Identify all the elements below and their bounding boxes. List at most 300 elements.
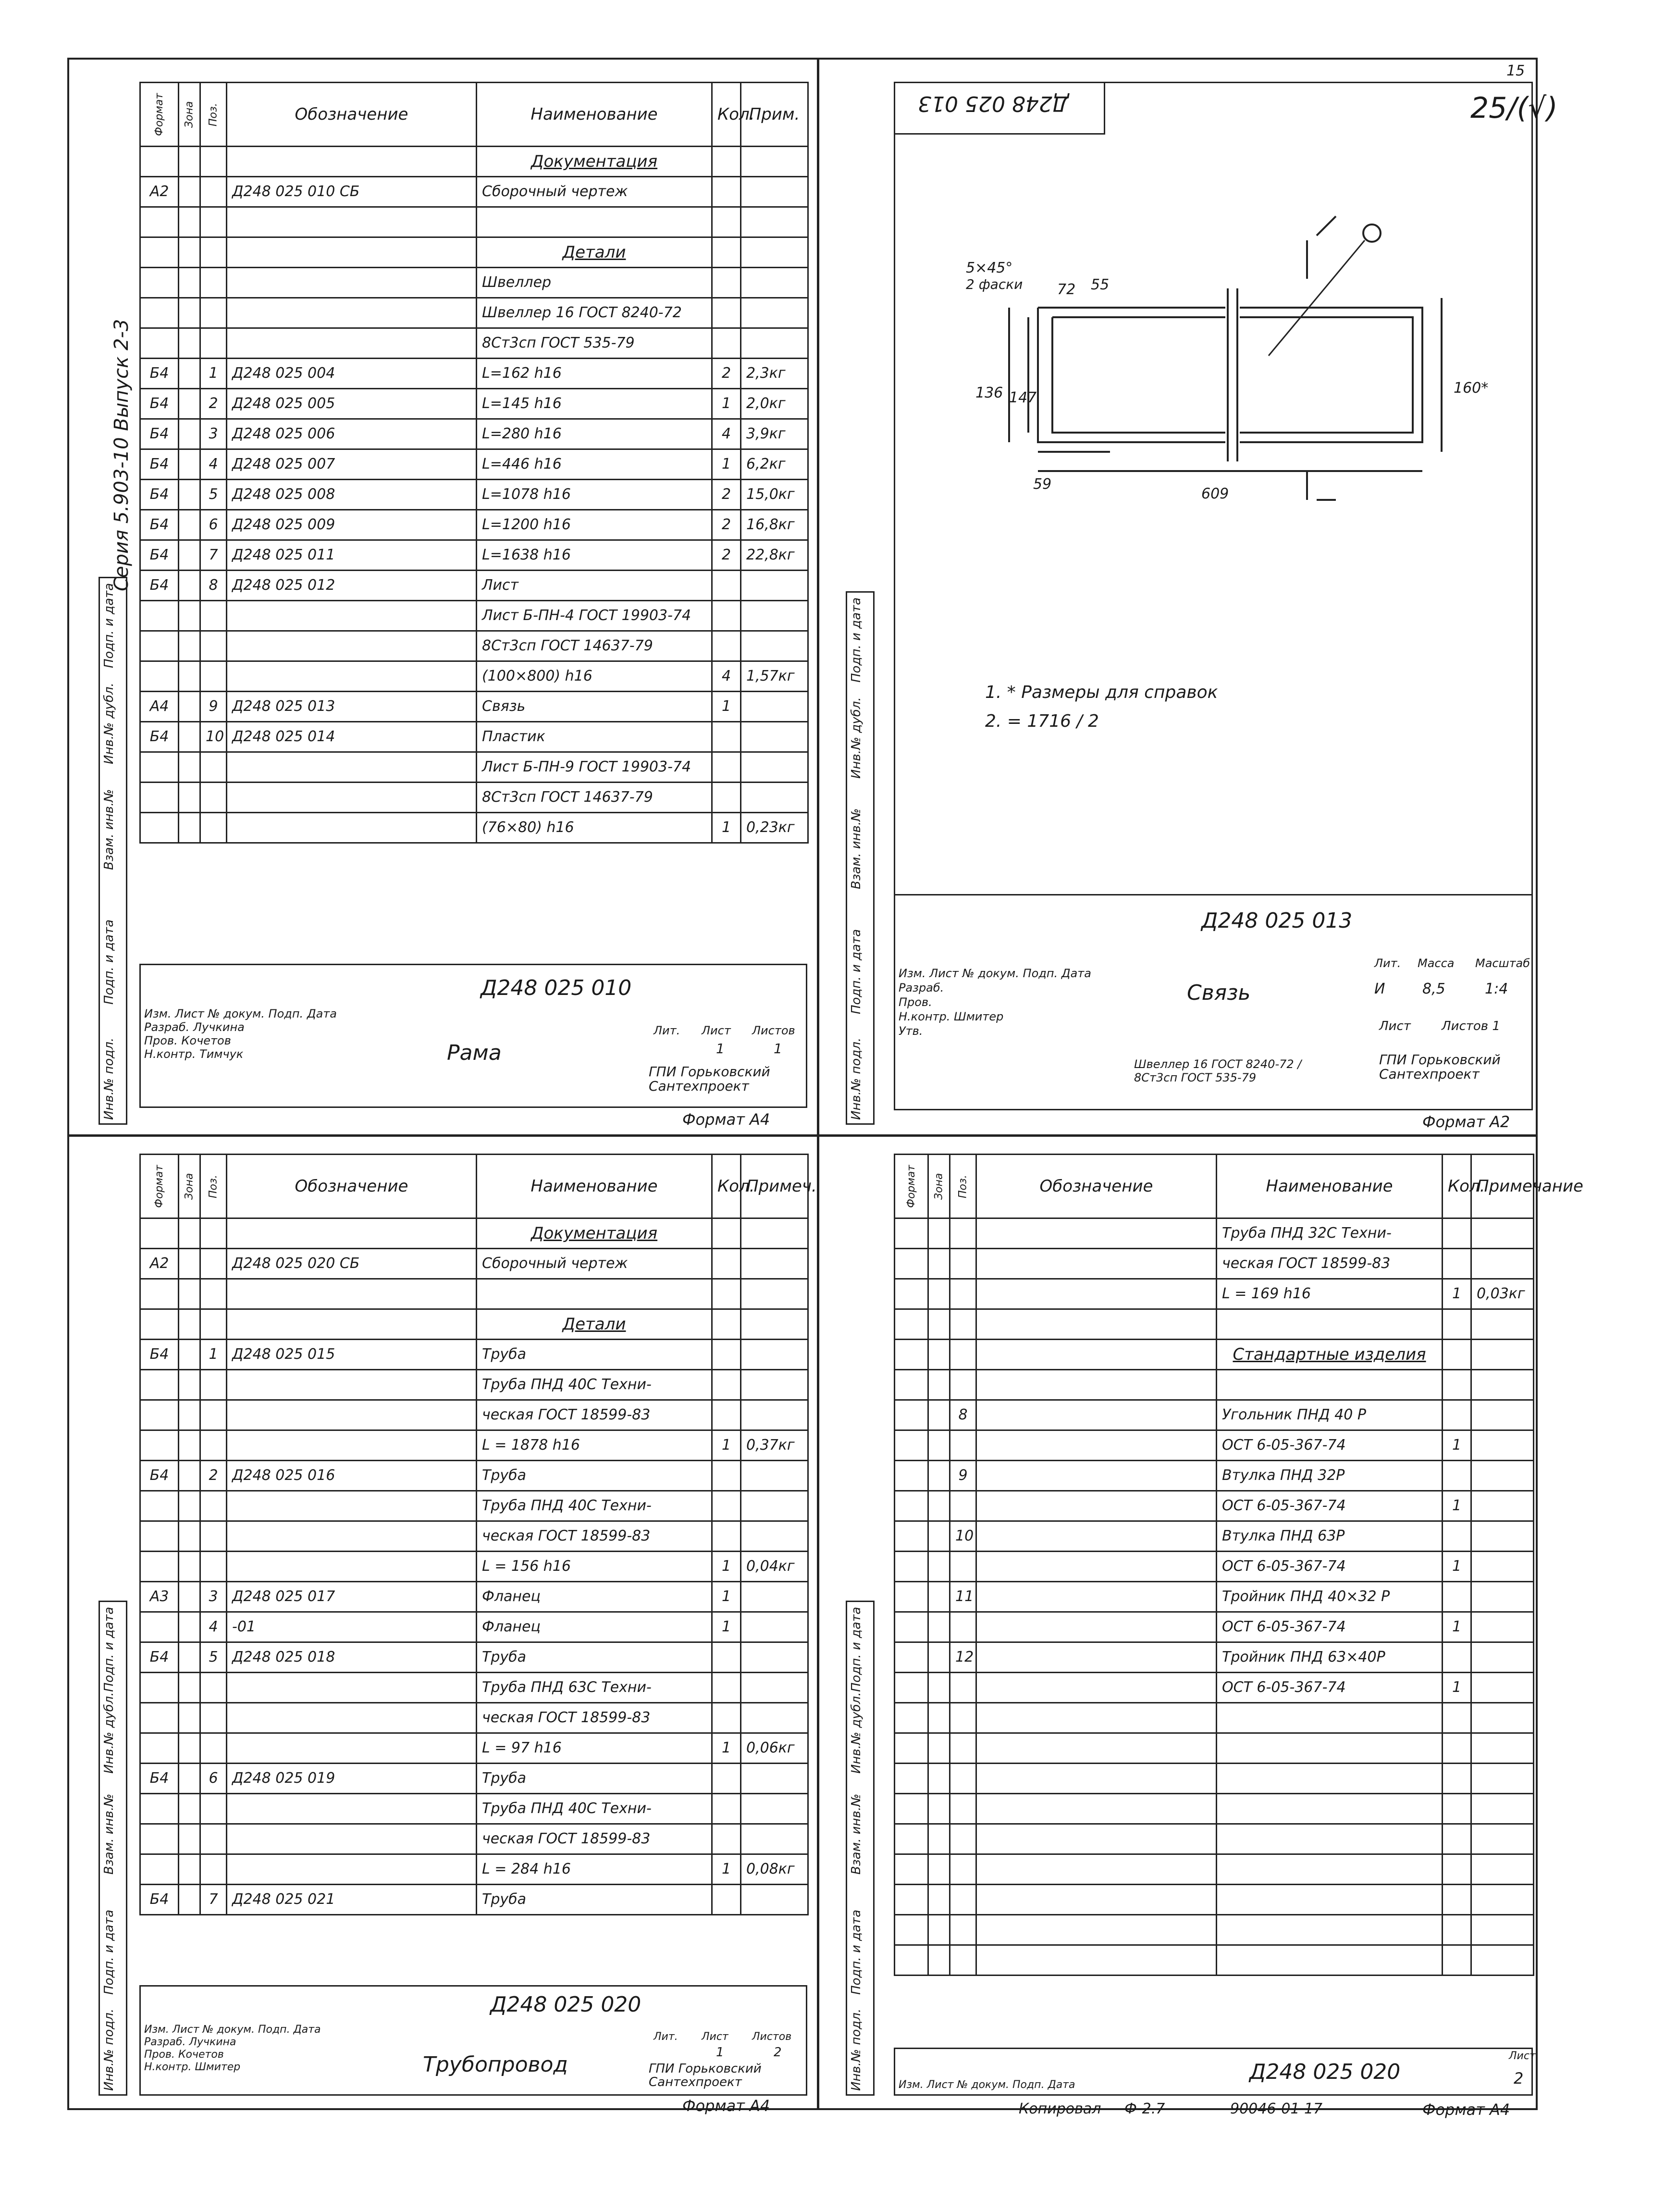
cell-des: Д248 025 016 <box>227 1461 477 1491</box>
table-row <box>140 631 808 661</box>
cell-qty <box>1443 1794 1471 1824</box>
cell-pos: 1 <box>200 359 227 389</box>
cell-qty <box>712 1794 741 1824</box>
table-row <box>895 1885 1534 1915</box>
cell-name: 8Ст3сп ГОСТ 14637-79 <box>477 631 712 661</box>
cell-des <box>976 1370 1217 1400</box>
cell-name: Труба ПНД 32С Техни- <box>1217 1218 1443 1249</box>
cell-des <box>976 1582 1217 1612</box>
table-row <box>140 1854 808 1885</box>
table-row <box>140 1309 808 1340</box>
cell-note <box>1471 1340 1534 1370</box>
dim-609: 609 <box>1201 485 1229 502</box>
cell-des <box>976 1885 1217 1915</box>
cell-fmt: Б4 <box>140 1340 179 1370</box>
cell-fmt <box>895 1279 928 1309</box>
cell-zone <box>179 268 200 298</box>
cell-note <box>741 1370 808 1400</box>
cell-fmt <box>895 1673 928 1703</box>
cell-note <box>741 1309 808 1340</box>
cell-pos <box>200 1279 227 1309</box>
cell-zone <box>928 1552 950 1582</box>
cell-des <box>227 1491 477 1521</box>
cell-zone <box>179 1461 200 1491</box>
cell-zone <box>928 1491 950 1521</box>
cell-zone <box>179 1218 200 1249</box>
cell-zone <box>928 1400 950 1430</box>
table-row <box>895 1552 1534 1582</box>
cell-fmt: Б4 <box>140 1461 179 1491</box>
cell-note: 6,2кг <box>741 449 808 480</box>
cell-zone <box>179 661 200 692</box>
cell-fmt: Б4 <box>140 540 179 571</box>
cell-pos <box>950 1340 976 1370</box>
cell-note <box>741 631 808 661</box>
table-row <box>895 1491 1534 1521</box>
listov-value-truboprovod: 2 <box>774 2045 782 2060</box>
cell-pos <box>200 1703 227 1733</box>
table-row <box>140 237 808 268</box>
column-header: Наименование <box>477 1155 712 1218</box>
cell-des <box>227 237 477 268</box>
cell-name: Детали <box>477 1309 712 1340</box>
cell-name: L = 169 h16 <box>1217 1279 1443 1309</box>
lit-label-svyaz: Лит. <box>1374 957 1401 970</box>
cell-qty <box>1443 1824 1471 1854</box>
cell-note: 15,0кг <box>741 480 808 510</box>
cell-fmt <box>140 1521 179 1552</box>
strip-label: Подп. и дата <box>849 1909 864 1995</box>
column-header: Кол. <box>1443 1155 1471 1218</box>
cell-des: Д248 025 012 <box>227 571 477 601</box>
cell-fmt: А3 <box>140 1582 179 1612</box>
cell-note <box>741 1794 808 1824</box>
cell-des <box>227 1794 477 1824</box>
table-row <box>140 207 808 237</box>
cell-pos <box>950 1945 976 1976</box>
table-header-row <box>140 1155 808 1218</box>
cell-pos: 2 <box>200 1461 227 1491</box>
cell-qty: 1 <box>1443 1430 1471 1461</box>
cell-pos <box>200 1400 227 1430</box>
cell-pos: 8 <box>950 1400 976 1430</box>
cell-des <box>976 1218 1217 1249</box>
cell-des <box>976 1703 1217 1733</box>
cell-pos <box>950 1612 976 1642</box>
cell-name <box>1217 1915 1443 1945</box>
lit-label-truboprovod: Лит. <box>654 2031 678 2043</box>
cell-qty <box>712 601 741 631</box>
cell-fmt: Б4 <box>140 510 179 540</box>
roughness-mark: 25/(√) <box>1470 91 1558 125</box>
cell-zone <box>179 1249 200 1279</box>
cell-fmt <box>895 1915 928 1945</box>
cell-fmt <box>140 1400 179 1430</box>
cell-name: Детали <box>477 237 712 268</box>
cell-pos <box>950 1552 976 1582</box>
cell-fmt <box>140 1218 179 1249</box>
cell-qty <box>1443 1461 1471 1491</box>
cell-fmt <box>140 1430 179 1461</box>
table-row <box>140 328 808 359</box>
cell-note: 0,08кг <box>741 1854 808 1885</box>
cell-des <box>227 147 477 177</box>
cell-fmt: Б4 <box>140 1885 179 1915</box>
strip-label: Взам. инв.№ <box>849 808 864 889</box>
cell-qty: 1 <box>712 1612 741 1642</box>
cell-qty <box>712 1491 741 1521</box>
massa-value: 8,5 <box>1422 981 1445 997</box>
title-doc-svyaz: Д248 025 013 <box>1201 908 1353 933</box>
cell-name: Труба <box>477 1642 712 1673</box>
table-row <box>140 389 808 419</box>
cell-des <box>976 1491 1217 1521</box>
dim-55: 55 <box>1091 276 1110 293</box>
cell-des: Д248 025 008 <box>227 480 477 510</box>
cell-des: Д248 025 011 <box>227 540 477 571</box>
cell-zone <box>179 480 200 510</box>
cell-des <box>227 1279 477 1309</box>
cell-pos <box>950 1309 976 1340</box>
cell-zone <box>179 207 200 237</box>
cell-zone <box>928 1612 950 1642</box>
cell-des <box>227 328 477 359</box>
cell-name: L=145 h16 <box>477 389 712 419</box>
cell-fmt: Б4 <box>140 571 179 601</box>
cell-qty <box>712 1824 741 1854</box>
cell-zone <box>179 510 200 540</box>
cell-qty <box>1443 1764 1471 1794</box>
cell-name <box>1217 1794 1443 1824</box>
table-row <box>140 177 808 207</box>
cell-qty: 1 <box>1443 1491 1471 1521</box>
cell-des <box>976 1430 1217 1461</box>
cell-name: Труба <box>477 1764 712 1794</box>
cell-qty: 1 <box>712 1854 741 1885</box>
table-row <box>140 147 808 177</box>
cell-qty: 2 <box>712 359 741 389</box>
cell-des: Д248 025 019 <box>227 1764 477 1794</box>
dim-160: 160* <box>1454 380 1489 397</box>
table-row <box>895 1218 1534 1249</box>
cell-name: Тройник ПНД 40×32 Р <box>1217 1582 1443 1612</box>
spec-table-sheet2 <box>894 1154 1583 1976</box>
cell-name: Сборочный чертеж <box>477 177 712 207</box>
cell-qty <box>712 1642 741 1673</box>
cell-name <box>477 207 712 237</box>
cell-des <box>227 783 477 813</box>
listov-label-rama: Листов <box>752 1024 795 1037</box>
table-row <box>140 1612 808 1642</box>
table-row <box>140 1824 808 1854</box>
table-row <box>895 1430 1534 1461</box>
cell-note <box>741 1582 808 1612</box>
cell-des <box>976 1915 1217 1945</box>
cell-des <box>227 1218 477 1249</box>
cell-pos <box>200 631 227 661</box>
dim-136: 136 <box>975 385 1003 401</box>
cell-note <box>1471 1854 1534 1885</box>
cell-qty <box>1443 1521 1471 1552</box>
cell-zone <box>179 1794 200 1824</box>
cell-note <box>741 1218 808 1249</box>
cell-pos <box>200 1430 227 1461</box>
table-row <box>895 1733 1534 1764</box>
cell-pos: 12 <box>950 1642 976 1673</box>
cell-note <box>1471 1400 1534 1430</box>
cell-des <box>976 1673 1217 1703</box>
table-row <box>140 722 808 752</box>
title-doc-rama: Д248 025 010 <box>481 976 632 1000</box>
cell-pos <box>200 1491 227 1521</box>
cell-note <box>741 1521 808 1552</box>
cell-pos: 5 <box>200 1642 227 1673</box>
cell-pos <box>950 1885 976 1915</box>
cell-qty: 4 <box>712 419 741 449</box>
column-header: Поз. <box>200 83 227 147</box>
table-row <box>140 268 808 298</box>
cell-name <box>1217 1733 1443 1764</box>
cell-fmt <box>140 207 179 237</box>
cell-name: L = 284 h16 <box>477 1854 712 1885</box>
cell-qty <box>712 1703 741 1733</box>
cell-fmt <box>140 601 179 631</box>
cell-note <box>741 147 808 177</box>
format-rama: Формат А4 <box>682 1110 770 1129</box>
cell-pos: 8 <box>200 571 227 601</box>
cell-fmt <box>140 813 179 843</box>
column-header: Наименование <box>1217 1155 1443 1218</box>
cell-fmt <box>895 1642 928 1673</box>
strip-label: Взам. инв.№ <box>102 789 116 870</box>
cell-des <box>976 1824 1217 1854</box>
cell-note <box>741 268 808 298</box>
cell-name: L = 97 h16 <box>477 1733 712 1764</box>
cell-pos <box>950 1915 976 1945</box>
cell-fmt <box>895 1552 928 1582</box>
cell-name <box>1217 1945 1443 1976</box>
cell-fmt: А2 <box>140 177 179 207</box>
cell-pos <box>950 1854 976 1885</box>
cell-pos <box>200 1854 227 1885</box>
cell-fmt: Б4 <box>140 480 179 510</box>
cell-pos <box>950 1703 976 1733</box>
cell-des <box>227 631 477 661</box>
cell-des: Д248 025 018 <box>227 1642 477 1673</box>
cell-note <box>741 1642 808 1673</box>
cell-pos <box>200 813 227 843</box>
strip-label: Инв.№ подл. <box>102 1037 116 1120</box>
cell-qty: 1 <box>712 1582 741 1612</box>
cell-zone <box>179 1491 200 1521</box>
cell-pos <box>200 1552 227 1582</box>
cell-name <box>477 1279 712 1309</box>
cell-fmt <box>895 1430 928 1461</box>
cell-fmt <box>140 1733 179 1764</box>
lit-value-svyaz: И <box>1374 981 1385 997</box>
cell-fmt <box>140 1309 179 1340</box>
cell-des: Д248 025 020 СБ <box>227 1249 477 1279</box>
title-name-svyaz: Связь <box>1187 981 1251 1005</box>
cell-note <box>1471 1642 1534 1673</box>
cell-des: Д248 025 004 <box>227 359 477 389</box>
cell-name: Лист Б-ПН-9 ГОСТ 19903-74 <box>477 752 712 783</box>
table-row <box>140 1733 808 1764</box>
cell-fmt <box>140 1612 179 1642</box>
cell-zone <box>179 419 200 449</box>
cell-note <box>741 1491 808 1521</box>
cell-note <box>1471 1370 1534 1400</box>
table-row <box>140 1340 808 1370</box>
cell-zone <box>179 1400 200 1430</box>
cell-name: Труба ПНД 40С Техни- <box>477 1491 712 1521</box>
table-row <box>895 1764 1534 1794</box>
strip-label: Подп. и дата <box>849 1606 864 1692</box>
column-header: Зона <box>179 1155 200 1218</box>
cell-fmt <box>895 1491 928 1521</box>
cell-name: Пластик <box>477 722 712 752</box>
cell-note <box>741 1703 808 1733</box>
footer-mid: 90046-01 17 <box>1230 2100 1323 2117</box>
channel-right <box>1240 308 1422 442</box>
cell-fmt <box>895 1370 928 1400</box>
cell-pos <box>950 1370 976 1400</box>
note-2: 2. = 1716 / 2 <box>985 711 1099 731</box>
channel-section-drawing <box>942 173 1494 461</box>
cell-zone <box>928 1521 950 1552</box>
series-label: Серия 5.903-10 Выпуск 2-3 <box>111 319 133 591</box>
column-header: Примеч. <box>741 1155 808 1218</box>
cell-qty <box>1443 1249 1471 1279</box>
cell-pos <box>200 1794 227 1824</box>
cell-qty <box>1443 1370 1471 1400</box>
cell-qty <box>1443 1309 1471 1340</box>
cell-zone <box>179 722 200 752</box>
roles-rama: Изм. Лист № докум. Подп. Дата Разраб. Лучкина Пров. Кочетов Н.контр. Тимчук <box>144 1007 337 1061</box>
cell-qty: 2 <box>712 510 741 540</box>
table-row <box>140 692 808 722</box>
cell-name: L = 1878 h16 <box>477 1430 712 1461</box>
cell-des: Д248 025 005 <box>227 389 477 419</box>
cell-zone <box>179 298 200 328</box>
cell-note <box>1471 1552 1534 1582</box>
channel-left <box>1038 308 1225 442</box>
cell-des: Д248 025 007 <box>227 449 477 480</box>
cell-pos: 6 <box>200 1764 227 1794</box>
cell-zone <box>179 783 200 813</box>
cell-fmt: Б4 <box>140 389 179 419</box>
cell-note <box>741 752 808 783</box>
cell-zone <box>928 1309 950 1340</box>
cell-qty: 1 <box>1443 1673 1471 1703</box>
cell-fmt: Б4 <box>140 449 179 480</box>
cell-zone <box>928 1370 950 1400</box>
cell-qty <box>712 237 741 268</box>
cell-des <box>227 1703 477 1733</box>
spec-table-truboprovod <box>139 1154 817 1915</box>
cell-name: (76×80) h16 <box>477 813 712 843</box>
cell-des <box>976 1945 1217 1976</box>
cell-qty <box>712 1885 741 1915</box>
cell-name: ОСТ 6-05-367-74 <box>1217 1430 1443 1461</box>
title-name-truboprovod: Трубопровод <box>423 2052 568 2077</box>
table-row <box>140 1249 808 1279</box>
masshtab-label: Масштаб <box>1475 957 1530 970</box>
column-header: Примечание <box>1471 1155 1534 1218</box>
cell-note <box>741 1249 808 1279</box>
cell-qty <box>712 1673 741 1703</box>
table-row <box>895 1612 1534 1642</box>
cell-name: Фланец <box>477 1582 712 1612</box>
cell-pos <box>200 237 227 268</box>
cell-qty <box>1443 1915 1471 1945</box>
cell-note <box>741 1764 808 1794</box>
cell-des <box>976 1612 1217 1642</box>
cell-pos <box>950 1279 976 1309</box>
cell-name: Труба ПНД 40С Техни- <box>477 1794 712 1824</box>
cell-name: (100×800) h16 <box>477 661 712 692</box>
cell-qty <box>712 298 741 328</box>
org-rama: ГПИ Горьковский Сантехпроект <box>649 1064 770 1094</box>
cell-pos: 1 <box>200 1340 227 1370</box>
cell-des <box>976 1521 1217 1552</box>
cell-zone <box>179 389 200 419</box>
list-label-svyaz: Лист <box>1379 1019 1411 1033</box>
cell-fmt <box>140 1673 179 1703</box>
cell-zone <box>179 449 200 480</box>
table-row <box>140 1430 808 1461</box>
cell-zone <box>179 147 200 177</box>
table-row <box>895 1309 1534 1340</box>
note-1: 1. * Размеры для справок <box>985 683 1218 702</box>
cell-pos <box>950 1249 976 1279</box>
cell-pos: 10 <box>200 722 227 752</box>
list-value-rama: 1 <box>716 1041 725 1056</box>
cell-pos: 2 <box>200 389 227 419</box>
cell-pos <box>200 1521 227 1552</box>
strip-label: Подп. и дата <box>102 919 116 1005</box>
cell-fmt: А2 <box>140 1249 179 1279</box>
cell-pos <box>200 1824 227 1854</box>
column-header: Прим. <box>741 83 808 147</box>
cell-des <box>227 268 477 298</box>
cell-pos <box>200 1309 227 1340</box>
footer-code: Ф-2.7 <box>1124 2100 1165 2117</box>
cell-name: Труба ПНД 63С Техни- <box>477 1673 712 1703</box>
massa-label: Масса <box>1418 957 1455 970</box>
cell-pos <box>200 207 227 237</box>
cell-fmt <box>895 1521 928 1552</box>
table-row <box>895 1400 1534 1430</box>
list-label-truboprovod: Лист <box>702 2031 728 2043</box>
cell-note <box>1471 1430 1534 1461</box>
cell-note: 0,23кг <box>741 813 808 843</box>
cell-des <box>976 1854 1217 1885</box>
cell-zone <box>179 540 200 571</box>
cell-zone <box>928 1279 950 1309</box>
cell-name: Труба ПНД 40С Техни- <box>477 1370 712 1400</box>
cell-note <box>741 177 808 207</box>
cell-fmt <box>895 1461 928 1491</box>
column-header: Поз. <box>200 1155 227 1218</box>
strip-label: Подп. и дата <box>849 929 864 1014</box>
cell-fmt <box>140 1279 179 1309</box>
cell-des: -01 <box>227 1612 477 1642</box>
table-row <box>140 1552 808 1582</box>
cell-qty <box>1443 1582 1471 1612</box>
cell-name: Труба <box>477 1340 712 1370</box>
cell-zone <box>928 1673 950 1703</box>
